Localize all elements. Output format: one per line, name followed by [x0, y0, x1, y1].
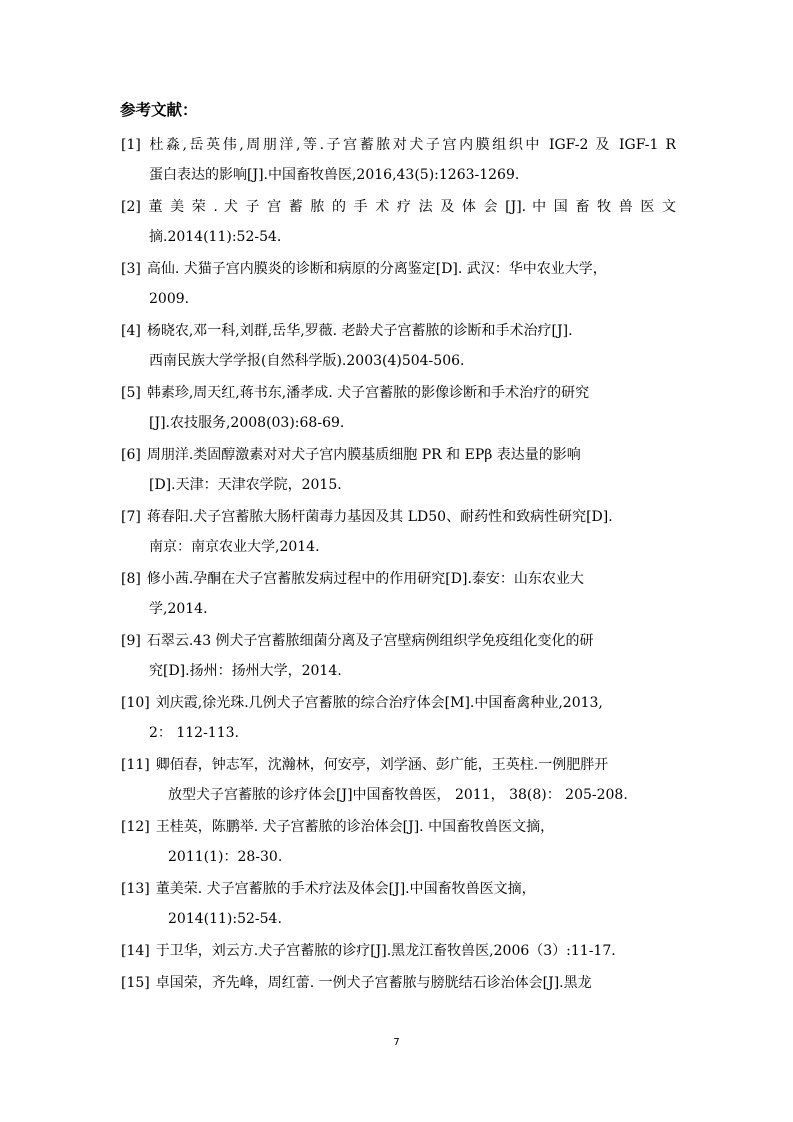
- reference-line: [121, 936, 676, 966]
- reference-item: [121, 626, 676, 686]
- reference-text: 高仙. 犬猫子宫内膜炎的诊断和病原的分离鉴定[D]. 武汉：华中农业大学，: [146, 261, 607, 277]
- reference-text: 周朋洋.类固醇激素对对犬子宫内膜基质细胞 PR 和 EPβ 表达量的影响: [146, 447, 581, 463]
- reference-text: 卿佰春，钟志军，沈瀚林，何安亭，刘学涵、彭广能，王英柱.一例肥胖开: [155, 757, 609, 773]
- reference-line: [121, 130, 676, 160]
- reference-line: [121, 688, 676, 718]
- reference-continuation: 2： 112-113.: [149, 725, 239, 741]
- reference-item: [121, 254, 676, 314]
- reference-item: [121, 378, 676, 438]
- reference-continuation: [D].天津：天津农学院，2015.: [149, 477, 342, 493]
- reference-text: 董美荣. 犬子宫蓄脓的手术疗法及体会[J].中国畜牧兽医文摘，: [155, 881, 536, 897]
- reference-item: [121, 440, 676, 500]
- reference-text: 王桂英，陈鹏举. 犬子宫蓄脓的诊治体会[J]. 中国畜牧兽医文摘，: [155, 819, 555, 835]
- reference-text: 董 美 荣 . 犬 子 宫 蓄 脓 的 手 术 疗 法 及 体 会 [J]. 中 国 畜 牧 兽 医 文: [146, 199, 676, 215]
- reference-number: [11]: [121, 757, 150, 773]
- reference-text: 卓国荣，齐先峰，周红蕾. 一例犬子宫蓄脓与膀胱结石诊治体会[J].黑龙: [155, 975, 592, 991]
- reference-continuation: 蛋白表达的影响[J].中国畜牧兽医,2016,43(5):1263-1269.: [149, 167, 520, 183]
- reference-number: [15]: [121, 975, 150, 991]
- reference-text: 修小茜.孕酮在犬子宫蓄脓发病过程中的作用研究[D].泰安：山东农业大: [146, 571, 584, 587]
- reference-number: [12]: [121, 819, 150, 835]
- reference-item: [121, 688, 676, 748]
- reference-line: [121, 254, 676, 284]
- reference-item: [121, 936, 676, 966]
- reference-text: 杨晓农,邓一科,刘群,岳华,罗薇. 老龄犬子宫蓄脓的诊断和手术治疗[J].: [146, 323, 573, 339]
- reference-number: [7]: [121, 509, 141, 525]
- reference-line: [121, 874, 676, 904]
- reference-line: [121, 564, 676, 594]
- reference-number: [1]: [121, 137, 141, 153]
- reference-continuation: 学,2014.: [149, 601, 208, 617]
- reference-line: [121, 378, 676, 408]
- reference-line: [121, 192, 676, 222]
- reference-item: [121, 564, 676, 624]
- reference-text: 石翠云.43 例犬子宫蓄脓细菌分离及子宫壁病例组织学免疫组化变化的研: [146, 633, 594, 649]
- reference-line: [121, 440, 676, 470]
- reference-text: 韩素珍,周天红,蒋书东,潘孝成. 犬子宫蓄脓的影像诊断和手术治疗的研究: [146, 385, 590, 401]
- reference-item: [121, 316, 676, 376]
- reference-continuation: 2009.: [149, 291, 190, 307]
- reference-line: [121, 316, 676, 346]
- reference-number: [6]: [121, 447, 141, 463]
- reference-continuation: 放型犬子宫蓄脓的诊疗体会[J]中国畜牧兽医， 2011， 38(8)： 205-208.: [168, 787, 628, 803]
- reference-continuation: 究[D].扬州：扬州大学，2014.: [149, 663, 342, 679]
- reference-number: [10]: [121, 695, 150, 711]
- reference-line: [121, 750, 676, 780]
- reference-list: [121, 130, 676, 1000]
- reference-text: 蒋春阳.犬子宫蓄脓大肠杆菌毒力基因及其 LD50、耐药性和致病性研究[D].: [146, 509, 613, 525]
- reference-text: 刘庆霞,徐光珠.几例犬子宫蓄脓的综合治疗体会[M].中国畜禽种业,2013,: [155, 695, 603, 711]
- reference-text: 杜淼,岳英伟,周朋洋,等.子宫蓄脓对犬子宫内膜组织中 IGF-2 及 IGF-1 R: [146, 137, 676, 153]
- reference-item: [121, 812, 676, 872]
- reference-continuation: 摘.2014(11):52-54.: [149, 229, 282, 245]
- reference-line: [121, 968, 676, 998]
- reference-number: [3]: [121, 261, 141, 277]
- references-heading: 参考文献：: [120, 101, 198, 119]
- reference-number: [9]: [121, 633, 141, 649]
- reference-continuation: 2014(11):52-54.: [168, 911, 282, 927]
- reference-item: [121, 192, 676, 252]
- reference-continuation: 西南民族大学学报(自然科学版).2003(4)504-506.: [149, 353, 465, 369]
- reference-item: [121, 130, 676, 190]
- reference-number: [4]: [121, 323, 141, 339]
- reference-line: [121, 502, 676, 532]
- reference-line: [121, 626, 676, 656]
- reference-number: [5]: [121, 385, 141, 401]
- reference-item: [121, 874, 676, 934]
- reference-continuation: 南京：南京农业大学,2014.: [149, 539, 320, 555]
- reference-line: [121, 812, 676, 842]
- reference-continuation: [J].农技服务,2008(03):68-69.: [149, 415, 345, 431]
- reference-number: [2]: [121, 199, 141, 215]
- reference-number: [13]: [121, 881, 150, 897]
- reference-text: 于卫华，刘云方.犬子宫蓄脓的诊疗[J].黑龙江畜牧兽医,2006（3）:11-17.: [155, 943, 616, 959]
- page-number: 7: [393, 1037, 400, 1048]
- reference-item: [121, 968, 676, 998]
- reference-number: [8]: [121, 571, 141, 587]
- reference-item: [121, 502, 676, 562]
- reference-continuation: 2011(1)：28-30.: [168, 849, 283, 865]
- reference-item: [121, 750, 676, 810]
- reference-number: [14]: [121, 943, 150, 959]
